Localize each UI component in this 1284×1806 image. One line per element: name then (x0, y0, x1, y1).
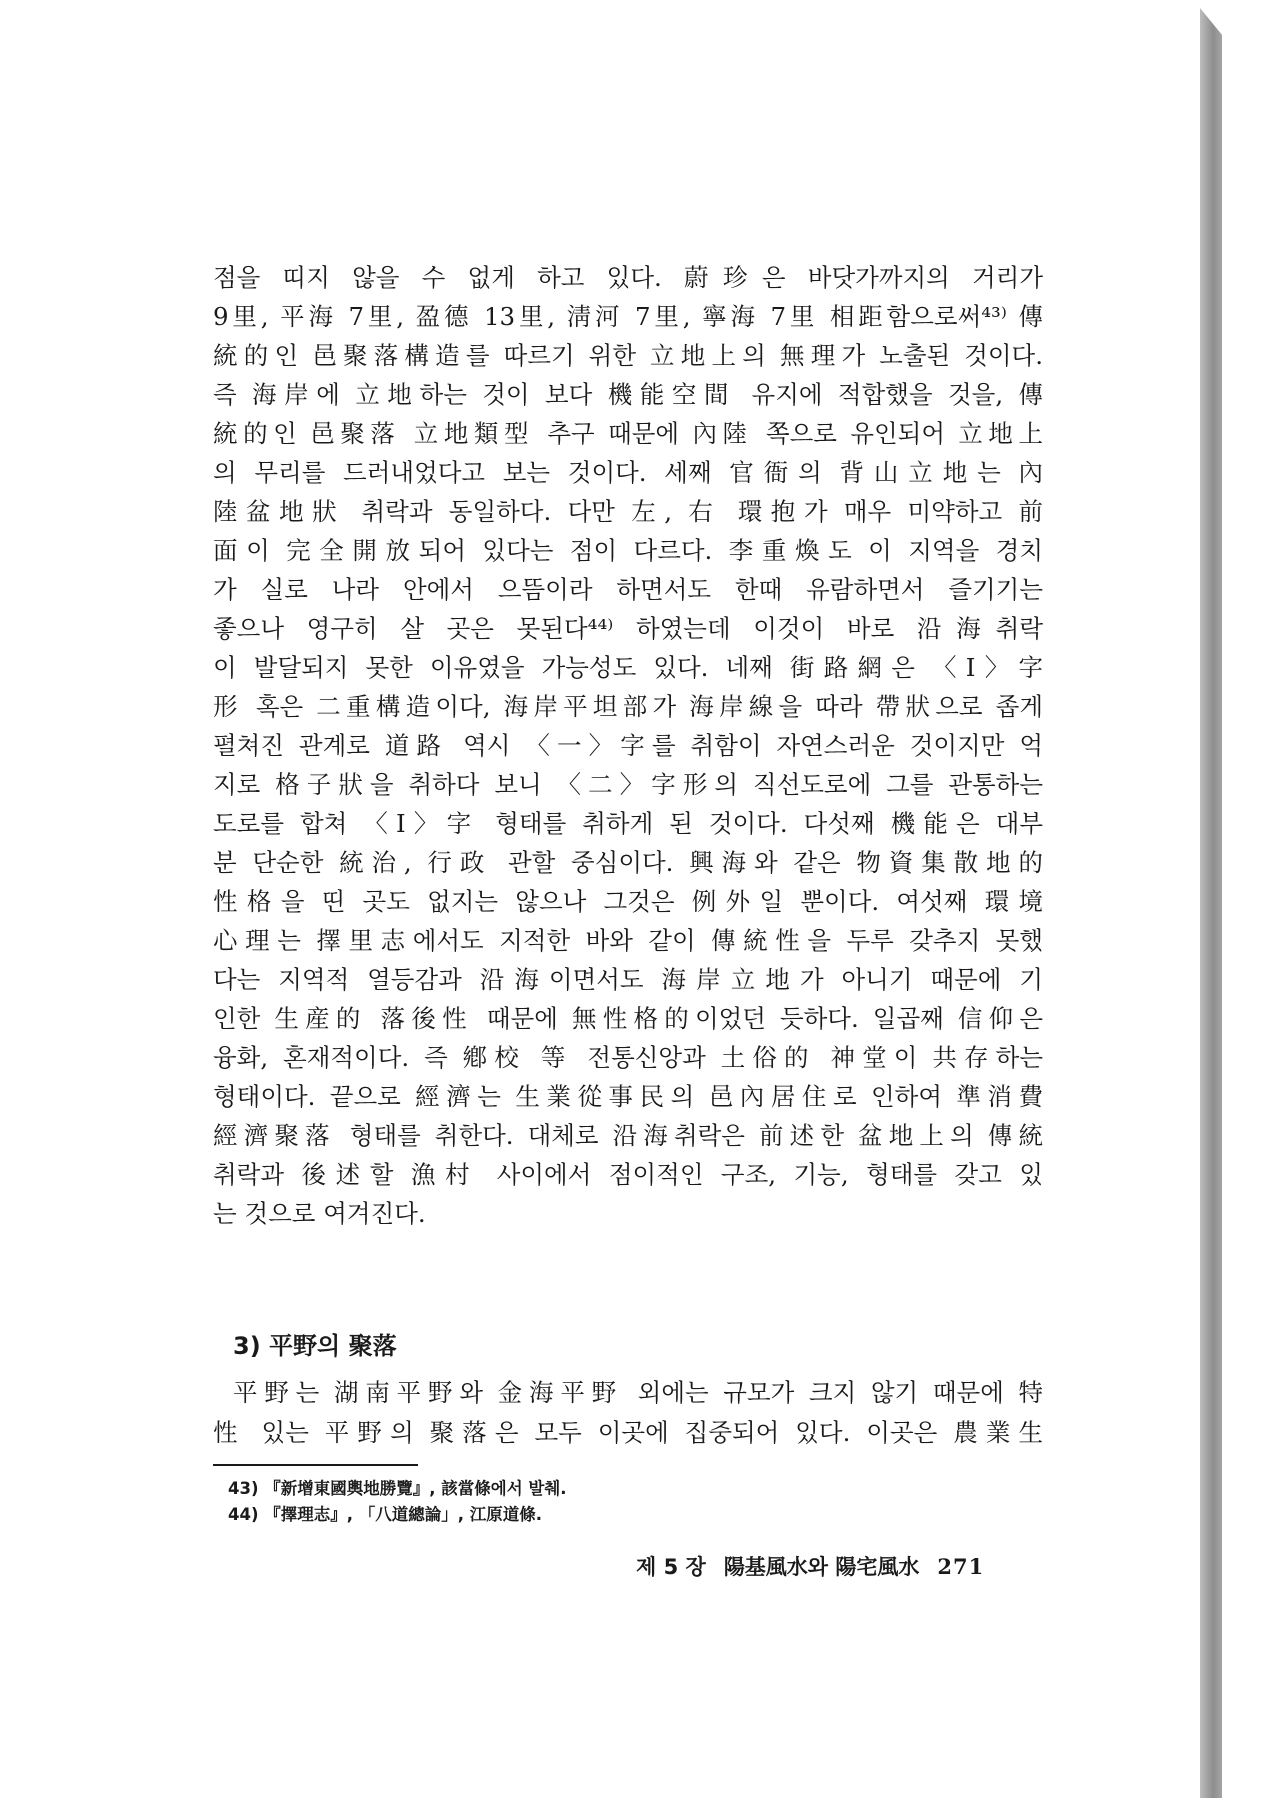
chapter-title: 陽基風水와 陽宅風水 (723, 1555, 920, 1579)
text-line: 형태이다. 끝으로 經濟는 生業從事民의 邑內居住로 인하여 準消費 (213, 1082, 1043, 1111)
page-edge-shadow (1200, 8, 1222, 1798)
text-line: 인한 生産的 落後性 때문에 無性格的이었던 듯하다. 일곱째 信仰은 (213, 1004, 1043, 1033)
text-line: 취락과 後述할 漁村 사이에서 점이적인 구조, 기능, 형태를 갖고 있 (213, 1160, 1043, 1189)
text-line: 이 발달되지 못한 이유였을 가능성도 있다. 네째 街路網은 〈I〉字 (213, 653, 1043, 682)
text-line: 점을 띠지 않을 수 없게 하고 있다. 蔚珍은 바닷가까지의 거리가 (213, 263, 1043, 292)
text-line: 統的인 邑聚落 立地類型 추구 때문에 內陸 쪽으로 유인되어 立地上 (213, 419, 1043, 448)
footnote-43: 43) 『新增東國輿地勝覽』, 該當條에서 발췌. (228, 1479, 567, 1498)
text-line: 다는 지역적 열등감과 沿海이면서도 海岸立地가 아니기 때문에 기 (213, 965, 1043, 994)
text-line: 形 혹은 二重構造이다, 海岸平坦部가 海岸線을 따라 帶狀으로 좁게 (213, 692, 1043, 721)
text-line: 즉 海岸에 立地하는 것이 보다 機能空間 유지에 적합했을 것을, 傳 (213, 380, 1043, 409)
page-number: 271 (937, 1554, 985, 1579)
footnote-divider (213, 1464, 418, 1466)
text-line: 性格을 띤 곳도 없지는 않으나 그것은 例外일 뿐이다. 여섯째 環境 (213, 887, 1043, 916)
text-line: 面이 完全開放되어 있다는 점이 다르다. 李重煥도 이 지역을 경치 (213, 536, 1043, 565)
section-heading: 3) 平野의 聚落 (233, 1332, 397, 1360)
text-line: 平野는 湖南平野와 金海平野 외에는 규모가 크지 않기 때문에 特 (233, 1378, 1043, 1407)
text-line: 性 있는 平野의 聚落은 모두 이곳에 집중되어 있다. 이곳은 農業生 (213, 1418, 1043, 1447)
text-line: 의 무리를 드러내었다고 보는 것이다. 세째 官衙의 背山立地는 內 (213, 458, 1043, 487)
body-paragraph (213, 258, 1043, 1233)
text-line: 經濟聚落 형태를 취한다. 대체로 沿海취락은 前述한 盆地上의 傳統 (213, 1121, 1043, 1150)
text-line: 좋으나 영구히 살 곳은 못된다⁴⁴⁾ 하였는데 이것이 바로 沿海취락 (213, 614, 1043, 643)
text-line: 는 것으로 여겨진다. (213, 1199, 426, 1228)
footnotes (228, 1476, 567, 1528)
text-line: 도로를 합쳐 〈I〉字 형태를 취하게 된 것이다. 다섯째 機能은 대부 (213, 809, 1043, 838)
running-footer (636, 1552, 984, 1582)
section-paragraph (213, 1373, 1043, 1453)
text-line: 統的인 邑聚落構造를 따르기 위한 立地上의 無理가 노출된 것이다. (213, 341, 1043, 370)
text-line: 陸盆地狀 취락과 동일하다. 다만 左, 右 環抱가 매우 미약하고 前 (213, 497, 1043, 526)
chapter-label: 제 5 장 (636, 1555, 706, 1579)
text-line: 心理는 擇里志에서도 지적한 바와 같이 傳統性을 두루 갖추지 못했 (213, 926, 1043, 955)
text-line: 분 단순한 統治, 行政 관할 중심이다. 興海와 같은 物資集散地的 (213, 848, 1043, 877)
text-line: 융화, 혼재적이다. 즉 鄕校 等 전통신앙과 土俗的 神堂이 共存하는 (213, 1043, 1043, 1072)
text-line: 가 실로 나라 안에서 으뜸이라 하면서도 한때 유람하면서 즐기기는 (213, 575, 1043, 604)
text-line: 펼쳐진 관계로 道路 역시 〈一〉字를 취함이 자연스러운 것이지만 억 (213, 731, 1043, 760)
text-line: 지로 格子狀을 취하다 보니 〈二〉字形의 직선도로에 그를 관통하는 (213, 770, 1043, 799)
footnote-44: 44) 『擇理志』, 「八道總論」, 江原道條. (228, 1505, 543, 1524)
text-line: 9里, 平海 7里, 盈德 13里, 淸河 7里, 寧海 7里 相距함으로써⁴³⁾ 傳 (213, 302, 1043, 331)
